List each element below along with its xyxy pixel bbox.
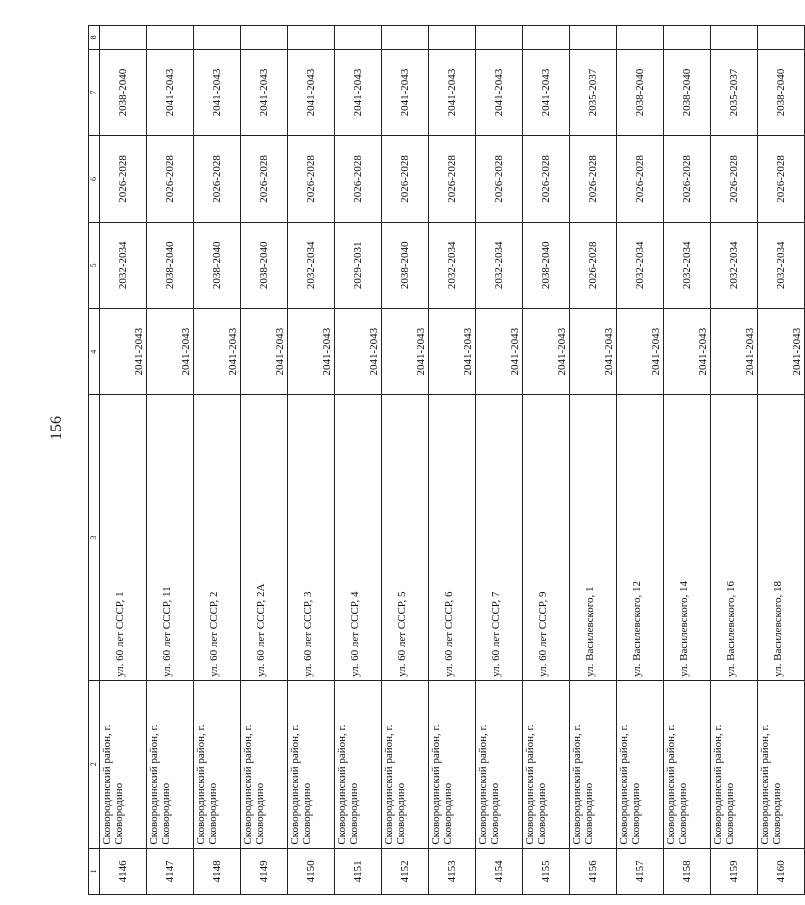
address-cell: ул. 60 лет СССР, 1 — [100, 395, 147, 680]
column-header-3: 3 — [89, 395, 100, 680]
period-col5-cell: 2038-2040 — [147, 222, 194, 308]
period-col5-cell: 2029-2031 — [335, 222, 382, 308]
period-col5-cell: 2038-2040 — [194, 222, 241, 308]
municipality-cell: Сковородинский район, г. Сковородино — [664, 680, 711, 848]
column-header-2: 2 — [89, 680, 100, 848]
col8-cell — [335, 26, 382, 50]
table-row — [335, 26, 382, 895]
table-row — [194, 26, 241, 895]
period-col4-cell: 2041-2043 — [476, 309, 523, 395]
row-number-cell: 4149 — [241, 848, 288, 894]
table-row — [429, 26, 476, 895]
period-col4-cell: 2041-2043 — [241, 309, 288, 395]
period-col5-cell: 2032-2034 — [617, 222, 664, 308]
period-col6-cell: 2026-2028 — [758, 136, 805, 222]
period-col6-cell: 2026-2028 — [100, 136, 147, 222]
municipality-cell: Сковородинский район, г. Сковородино — [523, 680, 570, 848]
page-number: 156 — [48, 416, 65, 440]
period-col6-cell: 2026-2028 — [147, 136, 194, 222]
address-cell: ул. 60 лет СССР, 2А — [241, 395, 288, 680]
col8-cell — [288, 26, 335, 50]
row-number-cell: 4155 — [523, 848, 570, 894]
period-col7-cell: 2041-2043 — [241, 49, 288, 135]
municipality-cell: Сковородинский район, г. Сковородино — [241, 680, 288, 848]
col8-cell — [382, 26, 429, 50]
table-row — [758, 26, 805, 895]
period-col5-cell: 2032-2034 — [758, 222, 805, 308]
row-number-cell: 4154 — [476, 848, 523, 894]
period-col5-cell: 2032-2034 — [288, 222, 335, 308]
address-cell: ул. 60 лет СССР, 3 — [288, 395, 335, 680]
data-table — [88, 25, 805, 895]
period-col4-cell: 2041-2043 — [382, 309, 429, 395]
table-row — [241, 26, 288, 895]
table-row — [617, 26, 664, 895]
municipality-cell: Сковородинский район, г. Сковородино — [382, 680, 429, 848]
period-col4-cell: 2041-2043 — [523, 309, 570, 395]
col8-cell — [476, 26, 523, 50]
municipality-cell: Сковородинский район, г. Сковородино — [147, 680, 194, 848]
period-col7-cell: 2035-2037 — [570, 49, 617, 135]
address-cell: ул. 60 лет СССР, 6 — [429, 395, 476, 680]
period-col6-cell: 2026-2028 — [523, 136, 570, 222]
municipality-cell: Сковородинский район, г. Сковородино — [100, 680, 147, 848]
period-col7-cell: 2041-2043 — [335, 49, 382, 135]
address-cell: ул. 60 лет СССР, 7 — [476, 395, 523, 680]
col8-cell — [241, 26, 288, 50]
period-col7-cell: 2038-2040 — [758, 49, 805, 135]
address-cell: ул. 60 лет СССР, 2 — [194, 395, 241, 680]
table-row — [147, 26, 194, 895]
row-number-cell: 4153 — [429, 848, 476, 894]
col8-cell — [429, 26, 476, 50]
row-number-cell: 4158 — [664, 848, 711, 894]
period-col7-cell: 2038-2040 — [100, 49, 147, 135]
period-col4-cell: 2041-2043 — [100, 309, 147, 395]
col8-cell — [100, 26, 147, 50]
row-number-cell: 4151 — [335, 848, 382, 894]
period-col6-cell: 2026-2028 — [429, 136, 476, 222]
col8-cell — [523, 26, 570, 50]
column-header-4: 4 — [89, 309, 100, 395]
address-cell: ул. Василевского, 1 — [570, 395, 617, 680]
address-cell: ул. Василевского, 12 — [617, 395, 664, 680]
period-col6-cell: 2026-2028 — [711, 136, 758, 222]
period-col4-cell: 2041-2043 — [429, 309, 476, 395]
row-number-cell: 4157 — [617, 848, 664, 894]
municipality-cell: Сковородинский район, г. Сковородино — [570, 680, 617, 848]
address-cell: ул. Василевского, 18 — [758, 395, 805, 680]
row-number-cell: 4152 — [382, 848, 429, 894]
address-cell: ул. 60 лет СССР, 4 — [335, 395, 382, 680]
address-cell: ул. Василевского, 16 — [711, 395, 758, 680]
period-col5-cell: 2032-2034 — [664, 222, 711, 308]
column-header-1: 1 — [89, 848, 100, 894]
row-number-cell: 4147 — [147, 848, 194, 894]
table-row — [382, 26, 429, 895]
table-row — [570, 26, 617, 895]
col8-cell — [194, 26, 241, 50]
table-row — [288, 26, 335, 895]
period-col5-cell: 2026-2028 — [570, 222, 617, 308]
municipality-cell: Сковородинский район, г. Сковородино — [476, 680, 523, 848]
period-col4-cell: 2041-2043 — [711, 309, 758, 395]
period-col4-cell: 2041-2043 — [664, 309, 711, 395]
table-body — [100, 26, 805, 895]
period-col5-cell: 2038-2040 — [241, 222, 288, 308]
period-col5-cell: 2032-2034 — [476, 222, 523, 308]
period-col7-cell: 2041-2043 — [476, 49, 523, 135]
period-col7-cell: 2041-2043 — [288, 49, 335, 135]
period-col6-cell: 2026-2028 — [382, 136, 429, 222]
table-row — [476, 26, 523, 895]
period-col5-cell: 2032-2034 — [429, 222, 476, 308]
column-number-row — [89, 26, 100, 895]
table-row — [711, 26, 758, 895]
col8-cell — [664, 26, 711, 50]
column-header-7: 7 — [89, 49, 100, 135]
address-cell: ул. Василевского, 14 — [664, 395, 711, 680]
period-col7-cell: 2038-2040 — [617, 49, 664, 135]
municipality-cell: Сковородинский район, г. Сковородино — [335, 680, 382, 848]
row-number-cell: 4156 — [570, 848, 617, 894]
municipality-cell: Сковородинский район, г. Сковородино — [429, 680, 476, 848]
column-header-5: 5 — [89, 222, 100, 308]
col8-cell — [758, 26, 805, 50]
period-col6-cell: 2026-2028 — [241, 136, 288, 222]
period-col4-cell: 2041-2043 — [570, 309, 617, 395]
period-col5-cell: 2038-2040 — [523, 222, 570, 308]
period-col7-cell: 2041-2043 — [194, 49, 241, 135]
period-col4-cell: 2041-2043 — [288, 309, 335, 395]
period-col7-cell: 2035-2037 — [711, 49, 758, 135]
col8-cell — [617, 26, 664, 50]
period-col6-cell: 2026-2028 — [570, 136, 617, 222]
row-number-cell: 4148 — [194, 848, 241, 894]
period-col6-cell: 2026-2028 — [194, 136, 241, 222]
period-col4-cell: 2041-2043 — [147, 309, 194, 395]
column-header-6: 6 — [89, 136, 100, 222]
address-cell: ул. 60 лет СССР, 11 — [147, 395, 194, 680]
period-col5-cell: 2038-2040 — [382, 222, 429, 308]
municipality-cell: Сковородинский район, г. Сковородино — [194, 680, 241, 848]
col8-cell — [711, 26, 758, 50]
col8-cell — [147, 26, 194, 50]
row-number-cell: 4159 — [711, 848, 758, 894]
period-col7-cell: 2041-2043 — [147, 49, 194, 135]
period-col6-cell: 2026-2028 — [664, 136, 711, 222]
period-col6-cell: 2026-2028 — [335, 136, 382, 222]
period-col5-cell: 2032-2034 — [711, 222, 758, 308]
period-col7-cell: 2041-2043 — [429, 49, 476, 135]
address-cell: ул. 60 лет СССР, 5 — [382, 395, 429, 680]
period-col7-cell: 2041-2043 — [523, 49, 570, 135]
table-row — [100, 26, 147, 895]
municipality-cell: Сковородинский район, г. Сковородино — [711, 680, 758, 848]
period-col4-cell: 2041-2043 — [335, 309, 382, 395]
rotated-document — [88, 25, 805, 895]
period-col6-cell: 2026-2028 — [476, 136, 523, 222]
col8-cell — [570, 26, 617, 50]
row-number-cell: 4150 — [288, 848, 335, 894]
period-col4-cell: 2041-2043 — [758, 309, 805, 395]
address-cell: ул. 60 лет СССР, 9 — [523, 395, 570, 680]
municipality-cell: Сковородинский район, г. Сковородино — [617, 680, 664, 848]
table-row — [523, 26, 570, 895]
period-col4-cell: 2041-2043 — [617, 309, 664, 395]
municipality-cell: Сковородинский район, г. Сковородино — [758, 680, 805, 848]
row-number-cell: 4160 — [758, 848, 805, 894]
column-header-8: 8 — [89, 26, 100, 50]
period-col7-cell: 2038-2040 — [664, 49, 711, 135]
table-row — [664, 26, 711, 895]
period-col6-cell: 2026-2028 — [288, 136, 335, 222]
period-col6-cell: 2026-2028 — [617, 136, 664, 222]
municipality-cell: Сковородинский район, г. Сковородино — [288, 680, 335, 848]
row-number-cell: 4146 — [100, 848, 147, 894]
period-col7-cell: 2041-2043 — [382, 49, 429, 135]
period-col4-cell: 2041-2043 — [194, 309, 241, 395]
period-col5-cell: 2032-2034 — [100, 222, 147, 308]
